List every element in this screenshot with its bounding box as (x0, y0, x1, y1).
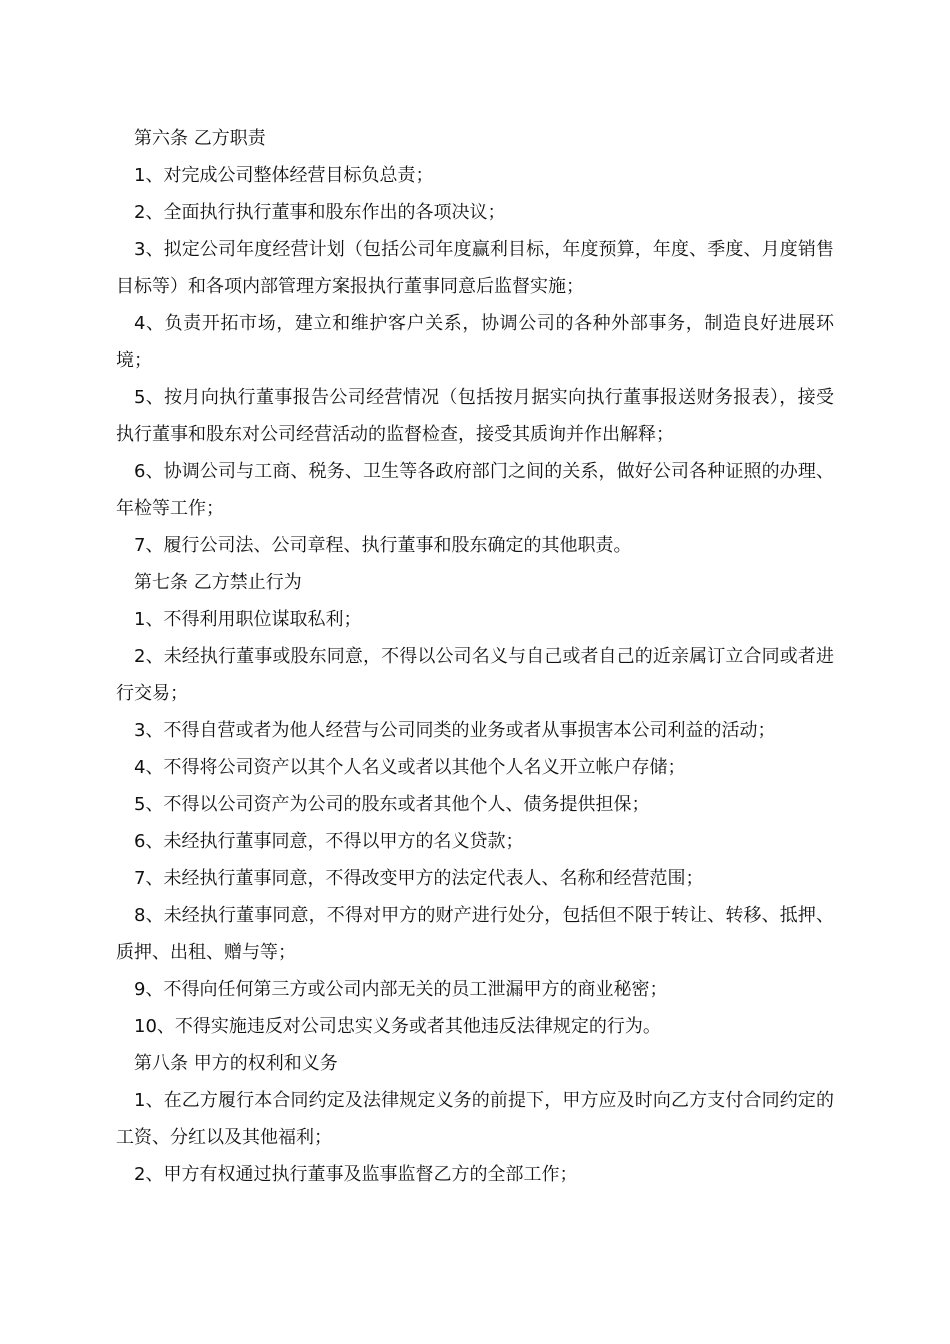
list-item: 5、按月向执行董事报告公司经营情况（包括按月据实向执行董事报送财务报表），接受执行董事和股东对公司经营活动的监督检查，接受其质询并作出解释； (116, 387, 834, 445)
list-item: 7、履行公司法、公司章程、执行董事和股东确定的其他职责。 (134, 535, 632, 556)
list-item: 2、全面执行执行董事和股东作出的各项决议； (134, 202, 506, 223)
section-heading: 第八条 甲方的权利和义务 (134, 1053, 338, 1074)
list-item: 9、不得向任何第三方或公司内部无关的员工泄漏甲方的商业秘密； (134, 979, 668, 1000)
list-item: 3、拟定公司年度经营计划（包括公司年度赢利目标，年度预算，年度、季度、月度销售目标等）和各项内部管理方案报执行董事同意后监督实施； (116, 239, 834, 297)
list-item: 6、未经执行董事同意，不得以甲方的名义贷款； (134, 831, 524, 852)
list-item: 8、未经执行董事同意，不得对甲方的财产进行处分，包括但不限于转让、转移、抵押、质押、出租、赠与等； (116, 905, 834, 963)
list-item: 2、甲方有权通过执行董事及监事监督乙方的全部工作； (134, 1164, 578, 1185)
list-item: 1、在乙方履行本合同约定及法律规定义务的前提下，甲方应及时向乙方支付合同约定的工资、分红以及其他福利； (116, 1090, 834, 1148)
list-item: 3、不得自营或者为他人经营与公司同类的业务或者从事损害本公司利益的活动； (134, 720, 776, 741)
list-item: 6、协调公司与工商、税务、卫生等各政府部门之间的关系，做好公司各种证照的办理、年检等工作； (116, 461, 834, 519)
document-page (116, 120, 834, 1193)
list-item: 2、未经执行董事或股东同意，不得以公司名义与自己或者自己的近亲属订立合同或者进行交易； (116, 646, 834, 704)
list-item: 1、对完成公司整体经营目标负总责； (134, 165, 434, 186)
list-item: 1、不得利用职位谋取私利； (134, 609, 362, 630)
list-item: 7、未经执行董事同意，不得改变甲方的法定代表人、名称和经营范围； (134, 868, 704, 889)
section-heading: 第六条 乙方职责 (134, 128, 266, 149)
list-item: 5、不得以公司资产为公司的股东或者其他个人、债务提供担保； (134, 794, 650, 815)
section-heading: 第七条 乙方禁止行为 (134, 572, 302, 593)
list-item: 4、不得将公司资产以其个人名义或者以其他个人名义开立帐户存储； (134, 757, 686, 778)
list-item: 4、负责开拓市场，建立和维护客户关系，协调公司的各种外部事务，制造良好进展环境； (116, 313, 834, 371)
list-item: 10、不得实施违反对公司忠实义务或者其他违反法律规定的行为。 (134, 1016, 661, 1037)
